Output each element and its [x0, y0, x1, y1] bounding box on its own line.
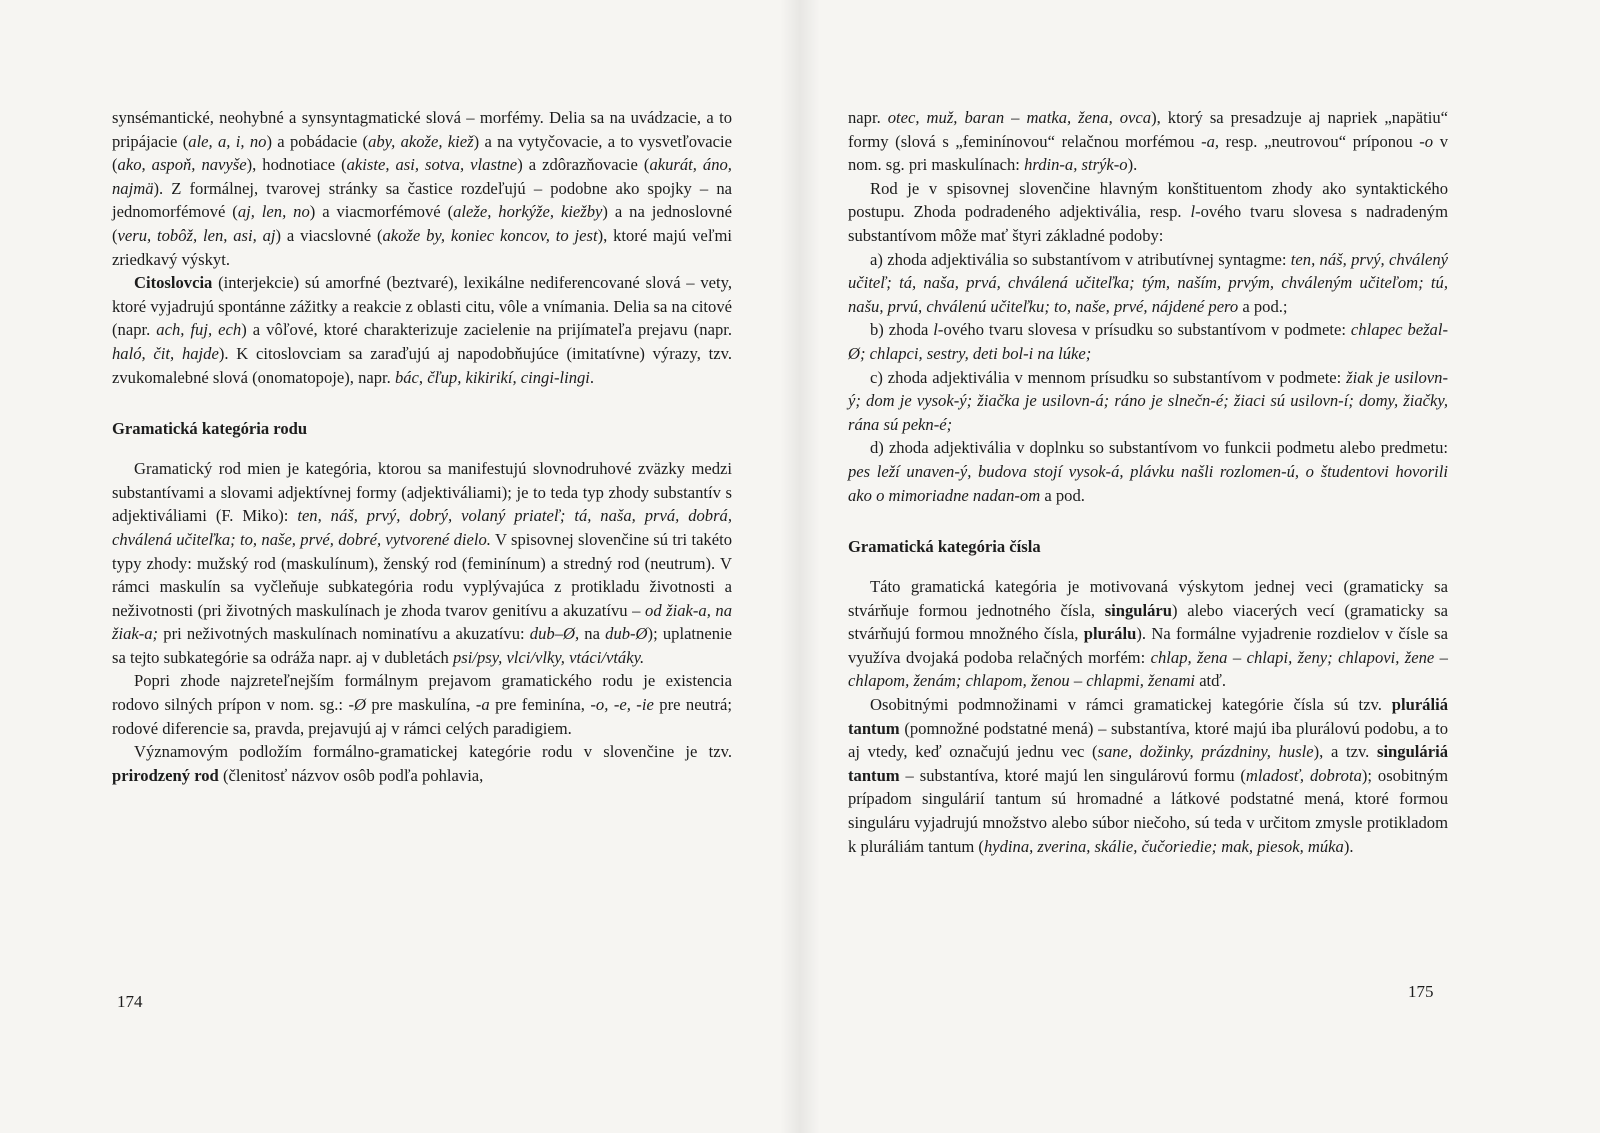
text-run: . — [589, 367, 595, 387]
text-run: a pod.; — [1238, 296, 1288, 316]
italic-text: od žiak-a, na žiak-a; — [112, 600, 733, 644]
italic-text: ako, aspoň, navyše — [117, 155, 247, 175]
italic-text: aby, akože, kiež — [368, 131, 474, 151]
text-run: ). — [1127, 155, 1138, 175]
italic-text: ale, a, i, no — [188, 131, 267, 151]
italic-text: akože by, koniec koncov, to jest — [382, 225, 598, 245]
italic-text: ach, fuj, ech — [156, 320, 242, 340]
italic-text: veru, tobôž, len, asi, aj — [117, 225, 276, 245]
italic-text: akurát, áno, najmä — [112, 155, 732, 198]
left-paragraph-4 — [112, 669, 732, 740]
bold-term: Citoslovcia — [134, 273, 213, 293]
text-run: pri neživotných maskulínach nominatívu a akuzatívu: — [158, 624, 530, 644]
text-run: ), ktorý sa presadzuje aj napriek „napätiu“ formy (slová s „feminínovou“ relačnou morfémou — [848, 108, 1448, 151]
text-run: ), a tzv. — [1313, 742, 1377, 762]
text-run: resp. „neutrovou“ príponou — [1219, 131, 1420, 151]
text-run: ); osobitným prípadom singulárií tantum sú hromadné a látkové podstatné mená, ktoré formou singuláru vyjadrujú množstvo alebo súbor niečoho, sú teda v určitom zmysle protikladom k pluráliám tantum ( — [848, 765, 1448, 856]
italic-text: mladosť, dobrota — [1245, 765, 1362, 785]
italic-text: dub–Ø, — [529, 624, 580, 644]
italic-text: aleže, horkýže, kiežby — [453, 202, 603, 222]
left-body-bottom — [112, 457, 732, 787]
italic-text: -Ø — [348, 695, 366, 715]
right-paragraph-8 — [848, 693, 1448, 858]
text-run: pre feminína, — [489, 695, 591, 715]
text-run: a) zhoda adjektivália so substantívom v atributívnej syntagme: — [870, 249, 1291, 269]
text-run: na — [579, 624, 606, 644]
italic-text: ten, náš, prvý, dobrý, volaný priateľ; tá, naša, prvá, dobrá, chválená učiteľka; to, naše, prvé, dobré, vytvorené dielo. — [112, 506, 732, 549]
text-run: synsémantické, neohybné a synsyntagmatické slová – morfémy. Delia sa na uvádzacie, a to pripájacie ( — [112, 108, 732, 151]
italic-text: haló, čit, hajde — [112, 343, 219, 363]
text-run: -ového tvaru slovesa s nadradeným substantívom môže mať štyri základné podoby: — [848, 202, 1448, 245]
text-run: Táto gramatická kategória je motivovaná výskytom jednej veci (gramaticky sa stvárňuje formou jednotného čísla, — [848, 577, 1448, 620]
section-heading-rod: Gramatická kategória rodu — [112, 419, 308, 439]
italic-text: aj, len, no — [237, 202, 310, 222]
left-paragraph-2 — [112, 271, 732, 389]
right-paragraph-6 — [848, 436, 1448, 507]
text-run: c) zhoda adjektivália v mennom prísudku so substantívom v podmete: — [870, 367, 1347, 387]
italic-text: -o — [1419, 131, 1434, 151]
text-run: -ového tvaru slovesa v prísudku so substantívom v podmete: — [937, 320, 1351, 340]
italic-text: sane, dožinky, prázdniny, husle — [1097, 742, 1314, 762]
text-run: ), hodnotiace ( — [246, 155, 347, 175]
right-body-top — [848, 106, 1448, 507]
text-run: Gramatický rod mien je kategória, ktorou sa manifestujú slovnodruhové zväzky medzi substantívami a slovami adjektívnej formy (adjektiváliami); je to teda typ zhody substantív s adjektiváliami (F. Miko): — [112, 459, 732, 526]
italic-text: -a — [475, 695, 490, 715]
book-gutter — [780, 0, 820, 1133]
right-paragraph-3 — [848, 248, 1448, 319]
text-run: Významovým podložím formálno-gramatickej kategórie rodu v slovenčine je tzv. — [134, 742, 732, 762]
text-run: ) a viacslovné ( — [275, 225, 383, 245]
text-run: Rod je v spisovnej slovenčine hlavným konštituentom zhody ako syntaktického postupu. Zhoda podradeného adjektivália, resp. — [848, 178, 1448, 222]
bold-term: plurálu — [1083, 624, 1137, 644]
right-paragraph-2 — [848, 177, 1448, 248]
text-run: ). — [1343, 836, 1354, 856]
italic-text: ten, náš, prvý, chválený učiteľ; tá, naša, prvá, chválená učiteľka; tým, naším, prvým, chváleným učiteľom; tú, našu, prvú, chválenú učiteľku; to, naše, prvé, nájdené pero — [848, 249, 1448, 316]
right-paragraph-7 — [848, 575, 1448, 693]
text-run: (interjekcie) sú amorfné (beztvaré), lexikálne nediferencované slová – vety, ktoré vyjadrujú spontánne zážitky a reakcie z oblasti citu, vôle a vnímania. Delia sa na citové (napr. — [112, 273, 732, 340]
left-body-top — [112, 106, 732, 389]
italic-text: hydina, zverina, skálie, čučoriedie; mak, piesok, múka — [983, 836, 1344, 856]
italic-text: hrdin-a, strýk-o — [1024, 155, 1128, 175]
italic-text: žiak je usilovn-ý; dom je vysok-ý; žiačka je usilovn-á; ráno je slnečn-é; žiaci sú usilovn-í; domy, žiačky, rána sú pekn-é; — [848, 367, 1448, 434]
italic-text: chlap, žena – chlapi, ženy; chlapovi, žene – chlapom, ženám; chlapom, ženou – chlapmi, ženami — [848, 647, 1448, 691]
text-run: Popri zhode najzreteľnejším formálnym prejavom gramatického rodu je existencia rodovo silných prípon v nom. sg.: — [112, 671, 732, 715]
text-run: atď. — [1195, 671, 1227, 691]
text-run: ) a pobádacie ( — [266, 131, 369, 151]
text-run: a pod. — [1040, 485, 1085, 505]
section-heading-cisla: Gramatická kategória čísla — [848, 537, 1041, 557]
italic-text: otec, muž, baran – matka, žena, ovca — [887, 108, 1152, 127]
italic-text: l — [1190, 202, 1196, 222]
text-run: (pomnožné podstatné mená) – substantíva, ktoré majú iba plurálovú podobu, a to aj vtedy, keď označujú jednu vec ( — [848, 718, 1448, 762]
bold-term: singuláriá tantum — [848, 742, 1448, 785]
italic-text: akiste, asi, sotva, vlastne — [346, 155, 518, 175]
bold-term: pluráliá tantum — [848, 695, 1448, 738]
italic-text: -a, — [1201, 131, 1220, 151]
italic-text: chlapec bežal-Ø; chlapci, sestry, deti bol-i na lúke; — [848, 320, 1448, 363]
italic-text: pes leží unaven-ý, budova stojí vysok-á, plávku našli rozlomen-ú, o študentovi hovorili ako o mimoriadne nadan-om — [848, 461, 1448, 505]
page-number-left: 174 — [117, 992, 143, 1011]
text-run: ). Z formálnej, tvarovej stránky sa častice rozdeľujú – podobne ako spojky – na jednomorfémové ( — [112, 178, 732, 222]
text-run: napr. — [848, 108, 888, 127]
text-run: ) a na vytyčovacie, a to vysvetľovacie ( — [112, 131, 733, 175]
text-run: – substantíva, ktoré majú len singulárovú formu ( — [899, 765, 1246, 785]
left-paragraph-3 — [112, 457, 732, 669]
italic-text: -o, -e, -ie — [590, 695, 654, 715]
text-run: b) zhoda — [870, 320, 934, 340]
text-run: ); uplatnenie sa tejto subkategórie sa odráža napr. aj v dubletách — [112, 624, 732, 667]
left-page — [112, 106, 732, 787]
right-paragraph-4 — [848, 318, 1448, 365]
bold-term: prirodzený rod — [112, 765, 219, 785]
left-paragraph-1 — [112, 106, 732, 271]
text-run: ) a na jednoslovné ( — [112, 202, 732, 245]
right-page — [848, 106, 1448, 858]
italic-text: bác, čľup, kikirikí, cingi-lingi — [394, 367, 590, 387]
text-run: pre maskulína, — [365, 695, 476, 715]
text-run: pre neutrá; rodové diferencie sa, pravda, prejavujú aj v rámci celých paradigiem. — [112, 695, 732, 738]
text-run: v nom. sg. pri maskulínach: — [848, 131, 1448, 175]
text-run: ) a viacmorfémové ( — [309, 202, 454, 222]
text-run: Osobitnými podmnožinami v rámci gramatickej kategórie čísla sú tzv. — [870, 695, 1392, 715]
italic-text: dub-Ø — [605, 624, 648, 644]
page-number-right: 175 — [1408, 982, 1434, 1001]
bold-term: singuláru — [1104, 600, 1173, 620]
text-run: ) a zdôrazňovacie ( — [517, 155, 650, 175]
italic-text: l — [933, 320, 938, 340]
text-run: V spisovnej slovenčine sú tri takéto typy zhody: mužský rod (maskulínum), ženský rod (feminínum) a stredný rod (neutrum). V rámci maskulín sa vyčleňuje subkategória rodu vyplývajúca z protikladu životnosti a neživotnosti (pri životných maskulínach je zhoda tvarov genitívu a akuzatívu – — [112, 529, 732, 620]
text-run: ). Na formálne vyjadrenie rozdielov v čísle sa využíva dvojaká podoba relačných morfém: — [848, 624, 1448, 667]
text-run: ) alebo viacerých vecí (gramaticky sa stvárňujú formou množného čísla, — [848, 600, 1448, 644]
italic-text: psi/psy, vlci/vlky, vtáci/vtáky. — [452, 647, 645, 667]
text-run: ). K citoslovciam sa zaraďujú aj napodobňujúce (imitatívne) výrazy, tzv. zvukomalebné slová (onomatopoje), napr. — [112, 343, 732, 387]
left-paragraph-5 — [112, 740, 732, 787]
text-run: ), ktoré majú veľmi zriedkavý výskyt. — [112, 225, 732, 269]
right-paragraph-1 — [848, 106, 1448, 177]
right-paragraph-5 — [848, 366, 1448, 437]
text-run: ) a vôľové, ktoré charakterizuje zacielenie na prijímateľa prejavu (napr. — [241, 320, 732, 340]
right-body-bottom — [848, 575, 1448, 858]
text-run: (členitosť názvov osôb podľa pohlavia, — [218, 765, 484, 785]
text-run: d) zhoda adjektivália v doplnku so substantívom vo funkcii podmetu alebo predmetu: — [870, 438, 1448, 458]
